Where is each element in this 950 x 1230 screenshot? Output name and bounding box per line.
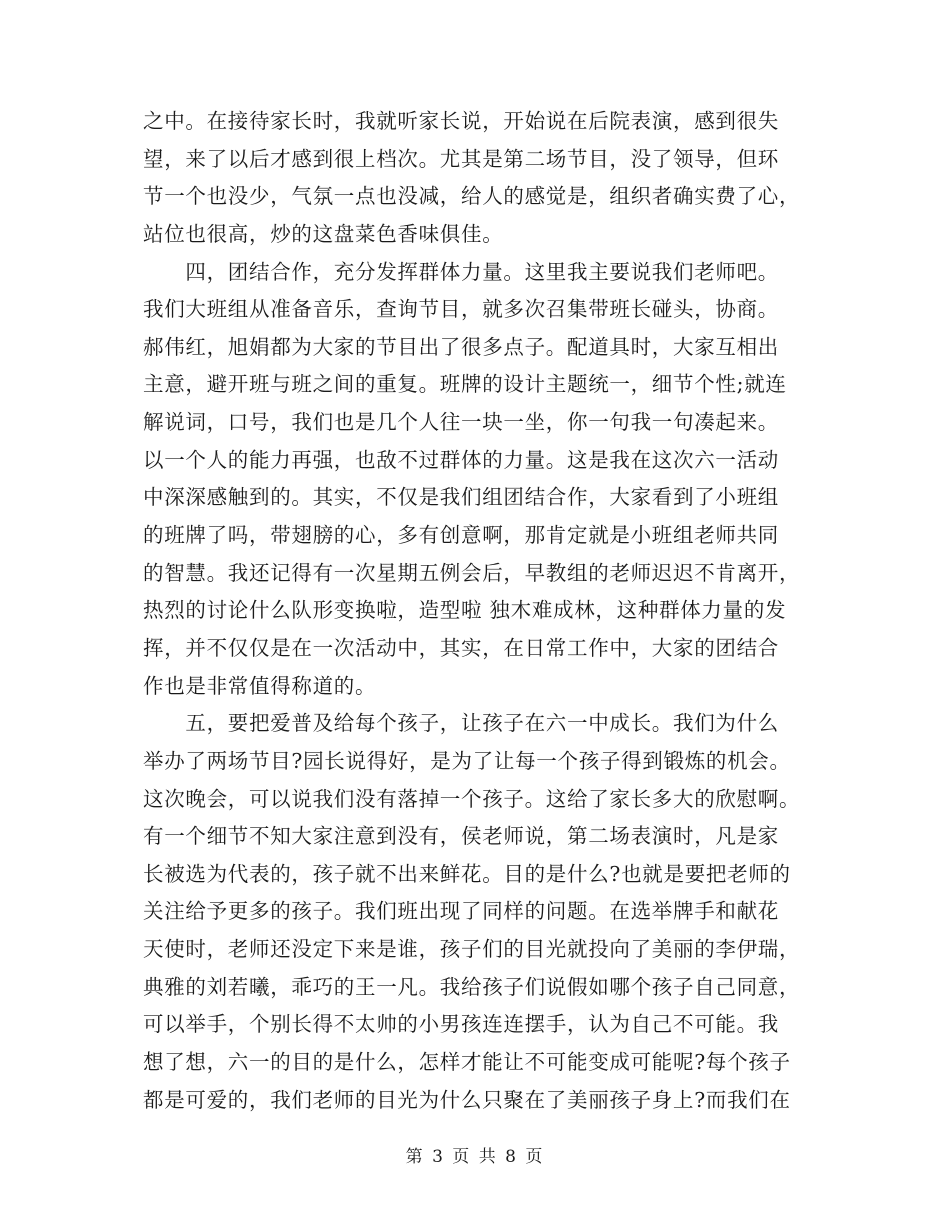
text-line: 的智慧。我还记得有一次星期五例会后，早教组的老师迟迟不肯离开， — [143, 560, 801, 585]
text-line: 我们大班组从准备音乐，查询节目，就多次召集带班长碰头，协商。 — [143, 297, 779, 322]
text-line: 天使时，老师还没定下来是谁，孩子们的目光就投向了美丽的李伊瑞， — [143, 937, 801, 962]
text-line: 有一个细节不知大家注意到没有，侯老师说，第二场表演时，凡是家 — [143, 824, 779, 849]
page-number-footer: 第 3 页 共 8 页 — [405, 1147, 545, 1167]
text-line: 作也是非常值得称道的。 — [143, 673, 377, 698]
text-line: 这次晚会，可以说我们没有落掉一个孩子。这给了家长多大的欣慰啊。 — [143, 786, 801, 811]
text-line: 解说词，口号，我们也是几个人往一块一坐，你一句我一句凑起来。 — [143, 410, 779, 435]
text-line: 郝伟红，旭娟都为大家的节目出了很多点子。配道具时，大家互相出 — [143, 334, 779, 359]
text-line: 都是可爱的，我们老师的目光为什么只聚在了美丽孩子身上?而我们在 — [143, 1087, 791, 1112]
paragraph-3 — [143, 705, 803, 1119]
text-line: 四，团结合作，充分发挥群体力量。这里我主要说我们老师吧。 — [143, 259, 779, 284]
text-line: 典雅的刘若曦，乖巧的王一凡。我给孩子们说假如哪个孩子自己同意， — [143, 974, 801, 999]
text-line: 关注给予更多的孩子。我们班出现了同样的问题。在选举牌手和献花 — [143, 899, 779, 924]
text-line: 中深深感触到的。其实，不仅是我们组团结合作，大家看到了小班组 — [143, 485, 779, 510]
text-line: 可以举手，个别长得不太帅的小男孩连连摆手，认为自己不可能。我 — [143, 1012, 779, 1037]
paragraph-2 — [143, 254, 803, 706]
text-line: 挥，并不仅仅是在一次活动中，其实，在日常工作中，大家的团结合 — [143, 635, 779, 660]
text-line: 望，来了以后才感到很上档次。尤其是第二场节目，没了领导，但环 — [143, 146, 779, 171]
text-line: 主意，避开班与班之间的重复。班牌的设计主题统一，细节个性;就连 — [143, 372, 787, 397]
text-line: 之中。在接待家长时，我就听家长说，开始说在后院表演，感到很失 — [143, 109, 779, 133]
text-line: 节一个也没少，气氛一点也没减，给人的感觉是，组织者确实费了心， — [143, 184, 801, 209]
text-line: 以一个人的能力再强，也敌不过群体的力量。这是我在这次六一活动 — [143, 447, 779, 472]
text-line: 站位也很高，炒的这盘菜色香味俱佳。 — [143, 221, 504, 246]
text-line: 举办了两场节目?园长说得好，是为了让每一个孩子得到锻炼的机会。 — [143, 748, 791, 773]
text-line: 五，要把爱普及给每个孩子，让孩子在六一中成长。我们为什么 — [143, 711, 779, 736]
paragraph-1 — [143, 103, 803, 254]
text-line: 的班牌了吗，带翅膀的心，多有创意啊，那肯定就是小班组老师共同 — [143, 523, 779, 548]
text-line: 热烈的讨论什么队形变换啦，造型啦 独木难成林，这种群体力量的发 — [143, 598, 787, 623]
text-line: 长被选为代表的，孩子就不出来鲜花。目的是什么?也就是要把老师的 — [143, 861, 791, 886]
text-line: 想了想，六一的目的是什么，怎样才能让不可能变成可能呢?每个孩子 — [143, 1050, 791, 1075]
document-body — [143, 103, 803, 1119]
